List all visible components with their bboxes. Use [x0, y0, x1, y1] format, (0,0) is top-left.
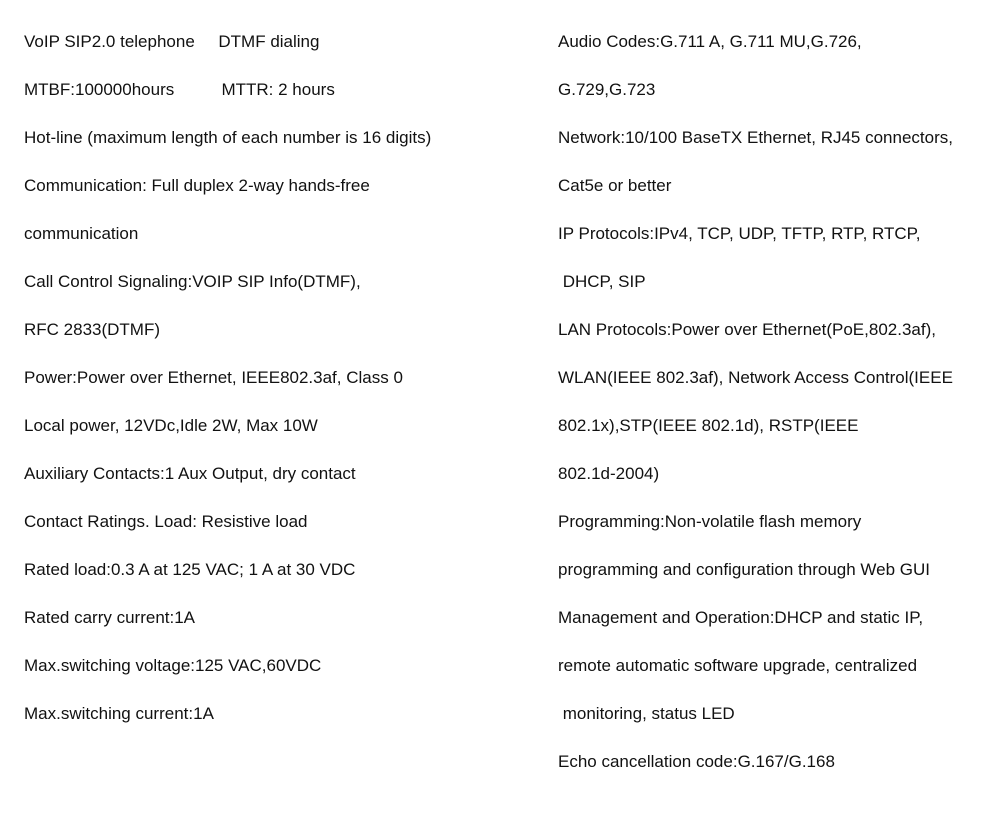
spec-line: 802.1d-2004)	[558, 464, 660, 483]
spec-line: Power:Power over Ethernet, IEEE802.3af, Class 0	[24, 368, 403, 387]
spec-line: 802.1x),STP(IEEE 802.1d), RSTP(IEEE	[558, 416, 859, 435]
spec-line: Rated load:0.3 A at 125 VAC; 1 A at 30 VDC	[24, 560, 356, 579]
spec-line: Network:10/100 BaseTX Ethernet, RJ45 connectors,	[558, 128, 953, 147]
spec-line: Communication: Full duplex 2-way hands-free	[24, 176, 370, 195]
spec-line: Auxiliary Contacts:1 Aux Output, dry contact	[24, 464, 356, 483]
spec-line: Contact Ratings. Load: Resistive load	[24, 512, 308, 531]
spec-line: Programming:Non-volatile flash memory	[558, 512, 862, 531]
spec-line: programming and configuration through Web GUI	[558, 560, 930, 579]
spec-line: Management and Operation:DHCP and static IP,	[558, 608, 924, 627]
spec-line: Cat5e or better	[558, 176, 672, 195]
spec-column-left	[24, 28, 524, 748]
spec-line: LAN Protocols:Power over Ethernet(PoE,802.3af),	[558, 320, 936, 339]
spec-line: VoIP SIP2.0 telephone DTMF dialing	[24, 32, 320, 51]
spec-line: Echo cancellation code:G.167/G.168	[558, 752, 835, 771]
spec-column-right	[558, 28, 988, 796]
spec-line: IP Protocols:IPv4, TCP, UDP, TFTP, RTP, RTCP,	[558, 224, 921, 243]
spec-line: DHCP, SIP	[558, 272, 646, 291]
spec-line: MTBF:100000hours MTTR: 2 hours	[24, 80, 335, 99]
spec-line: Call Control Signaling:VOIP SIP Info(DTMF),	[24, 272, 361, 291]
spec-line: remote automatic software upgrade, centralized	[558, 656, 918, 675]
spec-line: Max.switching voltage:125 VAC,60VDC	[24, 656, 322, 675]
spec-line: Audio Codes:G.711 A, G.711 MU,G.726,	[558, 32, 862, 51]
spec-line: G.729,G.723	[558, 80, 656, 99]
spec-line: Max.switching current:1A	[24, 704, 214, 723]
spec-line: communication	[24, 224, 139, 243]
spec-line: RFC 2833(DTMF)	[24, 320, 161, 339]
spec-line: Rated carry current:1A	[24, 608, 196, 627]
spec-line: WLAN(IEEE 802.3af), Network Access Control(IEEE	[558, 368, 953, 387]
spec-line: Hot-line (maximum length of each number is 16 digits)	[24, 128, 432, 147]
spec-line: monitoring, status LED	[558, 704, 735, 723]
spec-line: Local power, 12VDc,Idle 2W, Max 10W	[24, 416, 318, 435]
